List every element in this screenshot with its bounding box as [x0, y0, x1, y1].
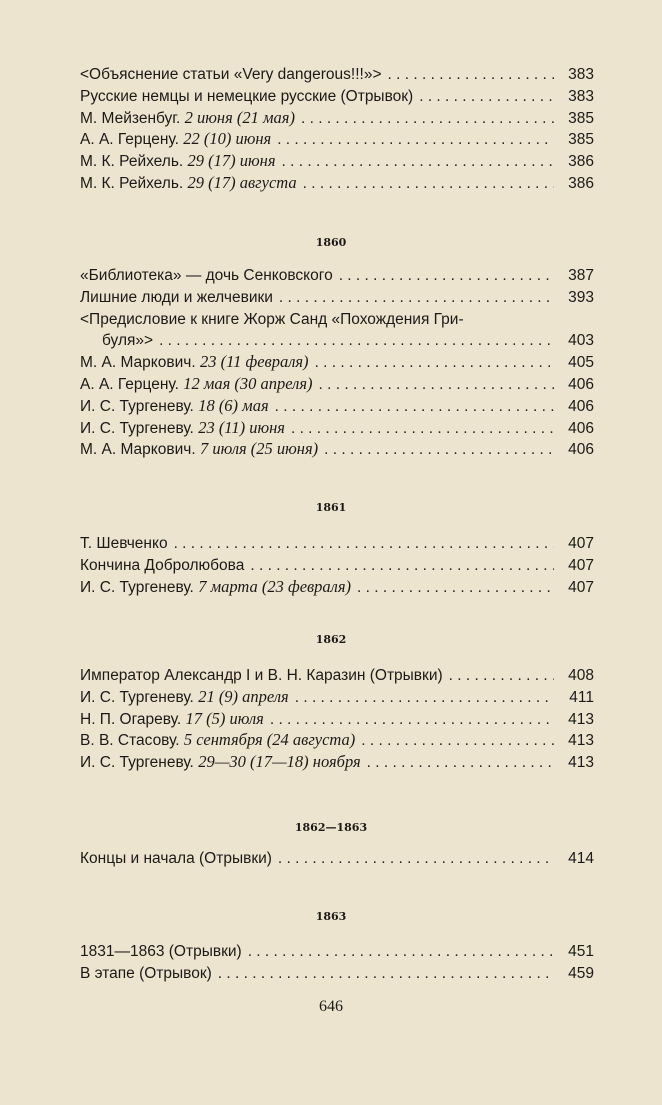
entry-date: 23 (11 февраля) [199, 352, 309, 372]
toc-entry [80, 709, 594, 731]
entry-date: 21 (9) апреля [198, 686, 289, 706]
entry-date: 7 марта (23 февраля) [198, 576, 352, 596]
leader-dots [291, 420, 554, 438]
entry-date: 29 (17) июня [187, 151, 276, 171]
entry-date: 17 (5) июля [185, 708, 264, 728]
entry-page: 383 [568, 66, 594, 83]
toc-entry [80, 941, 594, 963]
entry-text: Русские немцы и немецкие русские (Отрывок) [80, 87, 414, 105]
toc-entry [80, 752, 594, 774]
toc-entry [80, 687, 594, 709]
leader-dots [270, 711, 554, 729]
entry-text: И. С. Тургеневу. [80, 578, 199, 596]
toc-section [80, 64, 594, 195]
entry-page: 385 [568, 109, 594, 127]
leader-dots [367, 754, 554, 772]
leader-dots [295, 689, 554, 707]
entry-title [80, 309, 464, 329]
entry-page: 393 [568, 288, 594, 306]
toc-entry [80, 533, 594, 555]
leader-dots [303, 175, 554, 193]
year-heading: 1861 [315, 501, 347, 514]
entry-page: 451 [568, 943, 594, 960]
entry-text: Концы и начала (Отрывки) [80, 850, 272, 867]
toc-entry [80, 309, 594, 331]
toc-entry [80, 151, 594, 173]
entry-page: 413 [568, 754, 594, 772]
year-heading: 1860 [315, 236, 347, 249]
entry-page: 408 [568, 667, 594, 684]
leader-dots [449, 667, 554, 685]
entry-text: И. С. Тургеневу. [80, 754, 199, 772]
entry-text: М. К. Рейхель. [80, 153, 188, 171]
entry-date: 23 (11) июня [198, 417, 285, 437]
entry-text: А. А. Герцену. [80, 375, 184, 393]
entry-text: буля»> [102, 332, 154, 350]
entry-page: 414 [568, 850, 594, 867]
leader-dots [282, 153, 554, 171]
entry-page: 387 [568, 267, 594, 284]
entry-date: 22 (10) июня [183, 129, 272, 149]
entry-text: «Библиотека» — дочь Сенковского [80, 267, 333, 284]
entry-page: 406 [568, 441, 594, 459]
entry-title [80, 129, 271, 149]
leader-dots [388, 66, 554, 84]
entry-date: 29 (17) августа [187, 172, 297, 192]
leader-dots [279, 289, 554, 307]
toc-entry [80, 730, 594, 752]
entry-text: М. Мейзенбуг. [80, 109, 185, 127]
entry-title [80, 108, 295, 128]
entry-title [80, 941, 242, 961]
entry-date: 12 мая (30 апреля) [183, 373, 313, 393]
entry-title [80, 665, 443, 685]
leader-dots [174, 535, 554, 553]
leader-dots [319, 376, 554, 394]
entry-title [80, 439, 318, 459]
entry-text: Лишние люди и желчевики [80, 288, 273, 306]
entry-title [80, 151, 276, 171]
toc-entry [80, 64, 594, 86]
entry-title [80, 709, 264, 729]
entry-page: 386 [568, 153, 594, 171]
entry-title [80, 86, 413, 106]
entry-date: 7 июля (25 июня) [199, 439, 319, 459]
entry-text: А. А. Герцену. [80, 131, 184, 149]
toc-entry [80, 108, 594, 130]
entry-page: 459 [568, 964, 594, 982]
entry-title [80, 687, 289, 707]
toc-entry [80, 963, 594, 985]
entry-date: 29—30 (17—18) ноября [198, 752, 361, 772]
toc-entry [80, 374, 594, 396]
toc-entry [80, 439, 594, 461]
toc-section [80, 848, 594, 870]
entry-title [80, 396, 269, 416]
toc-entry [80, 86, 594, 108]
entry-page: 386 [568, 174, 594, 192]
toc-section [80, 533, 594, 598]
entry-text: И. С. Тургеневу. [80, 397, 199, 415]
entry-title [80, 848, 272, 868]
toc-entry [80, 396, 594, 418]
toc-entry [80, 665, 594, 687]
leader-dots [248, 943, 554, 961]
entry-text: <Предисловие к книге Жорж Санд «Похождения Гри- [80, 310, 464, 328]
entry-text: Кончина Добролюбова [80, 556, 245, 574]
year-heading: 1862—1863 [294, 821, 368, 834]
entry-text: В. В. Стасову. [80, 732, 184, 750]
leader-dots [250, 557, 554, 575]
entry-title [80, 64, 382, 84]
entry-title [80, 173, 297, 193]
entry-text: М. А. Маркович. [80, 441, 200, 459]
leader-dots [159, 332, 554, 350]
toc-entry [80, 555, 594, 577]
entry-page: 383 [568, 87, 594, 105]
entry-title [80, 374, 313, 394]
leader-dots [301, 110, 554, 128]
entry-title [80, 752, 361, 772]
leader-dots [357, 579, 554, 597]
entry-page: 407 [568, 578, 594, 596]
entry-title [80, 577, 351, 597]
toc-entry [80, 848, 594, 870]
toc-section [80, 265, 594, 461]
toc-entry [80, 418, 594, 440]
entry-page: 411 [569, 688, 594, 706]
entry-title [80, 265, 333, 285]
entry-page: 407 [568, 535, 594, 552]
entry-title [80, 555, 244, 575]
toc-entry [80, 287, 594, 309]
entry-page: 403 [568, 332, 594, 350]
leader-dots [277, 131, 554, 149]
toc-entry [80, 330, 594, 352]
entry-page: 407 [568, 556, 594, 574]
entry-text: 1831—1863 (Отрывки) [80, 943, 242, 960]
entry-text: М. А. Маркович. [80, 354, 200, 372]
entry-text: Император Александр I и В. Н. Каразин (Отрывки) [80, 667, 443, 684]
page-number: 646 [319, 998, 343, 1015]
toc-entry [80, 352, 594, 374]
leader-dots [419, 88, 554, 106]
toc-section [80, 941, 594, 985]
leader-dots [339, 267, 554, 285]
toc-section [80, 665, 594, 774]
entry-title [80, 963, 212, 983]
entry-date: 5 сентября (24 августа) [183, 730, 356, 750]
year-heading: 1863 [315, 910, 347, 923]
entry-date: 2 июня (21 мая) [184, 107, 295, 127]
entry-page: 406 [568, 397, 594, 415]
entry-title [80, 352, 309, 372]
entry-text: В этапе (Отрывок) [80, 964, 212, 982]
entry-title [80, 730, 355, 750]
entry-text: Т. Шевченко [80, 535, 168, 552]
leader-dots [278, 850, 554, 868]
toc-entry [80, 129, 594, 151]
entry-page: 405 [568, 354, 594, 372]
leader-dots [324, 441, 554, 459]
leader-dots [275, 398, 554, 416]
entry-page: 406 [568, 375, 594, 393]
entry-title [80, 533, 168, 553]
entry-date: 18 (6) мая [198, 395, 269, 415]
entry-text: <Объяснение статьи «Very dangerous!!!»> [80, 66, 382, 83]
entry-title [80, 418, 285, 438]
entry-title [102, 330, 153, 350]
entry-text: И. С. Тургеневу. [80, 419, 199, 437]
leader-dots [361, 732, 554, 750]
toc-entry [80, 577, 594, 599]
year-heading: 1862 [315, 633, 347, 646]
entry-page: 385 [568, 131, 594, 149]
toc-entry [80, 265, 594, 287]
entry-title [80, 287, 273, 307]
entry-page: 413 [568, 710, 594, 728]
entry-text: М. К. Рейхель. [80, 174, 188, 192]
toc-entry [80, 173, 594, 195]
leader-dots [218, 965, 554, 983]
entry-page: 406 [568, 419, 594, 437]
leader-dots [315, 354, 554, 372]
entry-text: И. С. Тургеневу. [80, 688, 199, 706]
entry-text: Н. П. Огареву. [80, 710, 186, 728]
entry-page: 413 [568, 732, 594, 750]
